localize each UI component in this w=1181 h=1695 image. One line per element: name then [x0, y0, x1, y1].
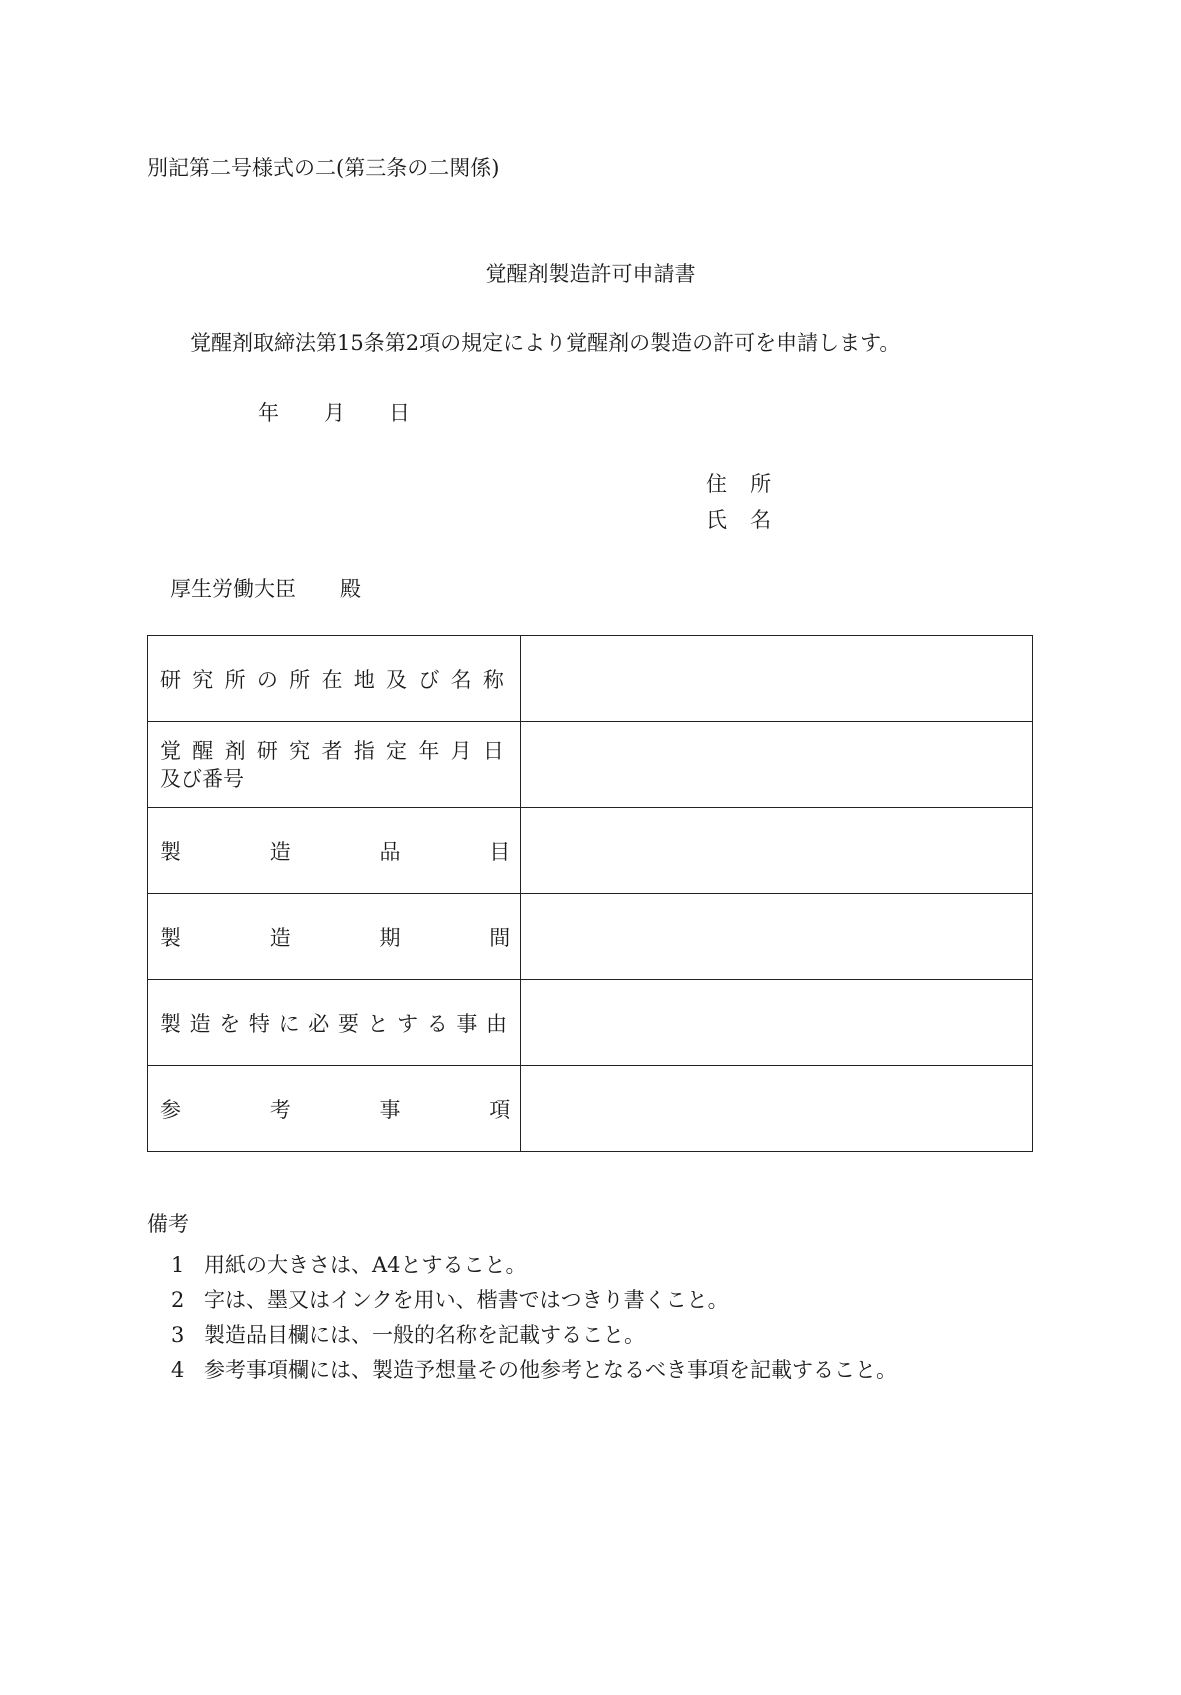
- row-value-reason[interactable]: [521, 980, 1033, 1066]
- list-item: [147, 1283, 897, 1318]
- application-statement: 覚醒剤取締法第15条第2項の規定により覚醒剤の製造の許可を申請します。: [190, 331, 901, 355]
- applicant-block: [706, 466, 794, 538]
- note-text: 参考事項欄には、製造予想量その他参考となるべき事項を記載すること。: [204, 1358, 897, 1382]
- date-year-label: 年: [258, 401, 279, 425]
- note-text: 字は、墨又はインクを用い、楷書ではつきり書くこと。: [204, 1288, 729, 1312]
- addressee: [170, 573, 361, 603]
- form-number: 別記第二号様式の二(第三条の二関係): [147, 156, 500, 180]
- row-label-reason: 製造を特に必要とする事由: [148, 980, 521, 1066]
- row-label-period: 製造期間: [148, 894, 521, 980]
- row-label-researcher-designation: [148, 722, 521, 808]
- address-label: 住所: [706, 472, 795, 496]
- list-item: [147, 1318, 897, 1353]
- date-month-label: 月: [324, 401, 345, 425]
- notes-section: [147, 1208, 897, 1388]
- date-day-label: 日: [389, 401, 410, 425]
- note-text: 用紙の大きさは、A4とすること。: [204, 1253, 527, 1277]
- row-value-product[interactable]: [521, 808, 1033, 894]
- list-item: [147, 1248, 897, 1283]
- row-value-researcher-designation[interactable]: [521, 722, 1033, 808]
- table-row: [148, 894, 1033, 980]
- addressee-honorific: 殿: [340, 577, 361, 601]
- row-value-period[interactable]: [521, 894, 1033, 980]
- note-number: 2: [171, 1288, 185, 1312]
- name-label: 氏名: [706, 508, 795, 532]
- table-row: [148, 722, 1033, 808]
- row-label-line2: 及び番号: [160, 766, 244, 791]
- note-number: 3: [171, 1323, 185, 1347]
- row-label-line1: 覚醒剤研究者指定年月日: [160, 738, 511, 763]
- row-label-product: 製造品目: [148, 808, 521, 894]
- row-label-institute: 研究所の所在地及び名称: [148, 636, 521, 722]
- table-row: [148, 1066, 1033, 1152]
- row-value-reference[interactable]: [521, 1066, 1033, 1152]
- notes-heading: 備考: [147, 1212, 189, 1236]
- table-row: [148, 636, 1033, 722]
- table-row: [148, 808, 1033, 894]
- note-text: 製造品目欄には、一般的名称を記載すること。: [204, 1323, 645, 1347]
- addressee-recipient: 厚生労働大臣: [170, 577, 296, 601]
- row-value-institute[interactable]: [521, 636, 1033, 722]
- note-number: 1: [171, 1253, 185, 1277]
- table-row: [148, 980, 1033, 1066]
- application-table: [147, 635, 1033, 1152]
- note-number: 4: [171, 1358, 185, 1382]
- list-item: [147, 1353, 897, 1388]
- document-title: 覚醒剤製造許可申請書: [485, 262, 696, 286]
- row-label-reference: 参考事項: [148, 1066, 521, 1152]
